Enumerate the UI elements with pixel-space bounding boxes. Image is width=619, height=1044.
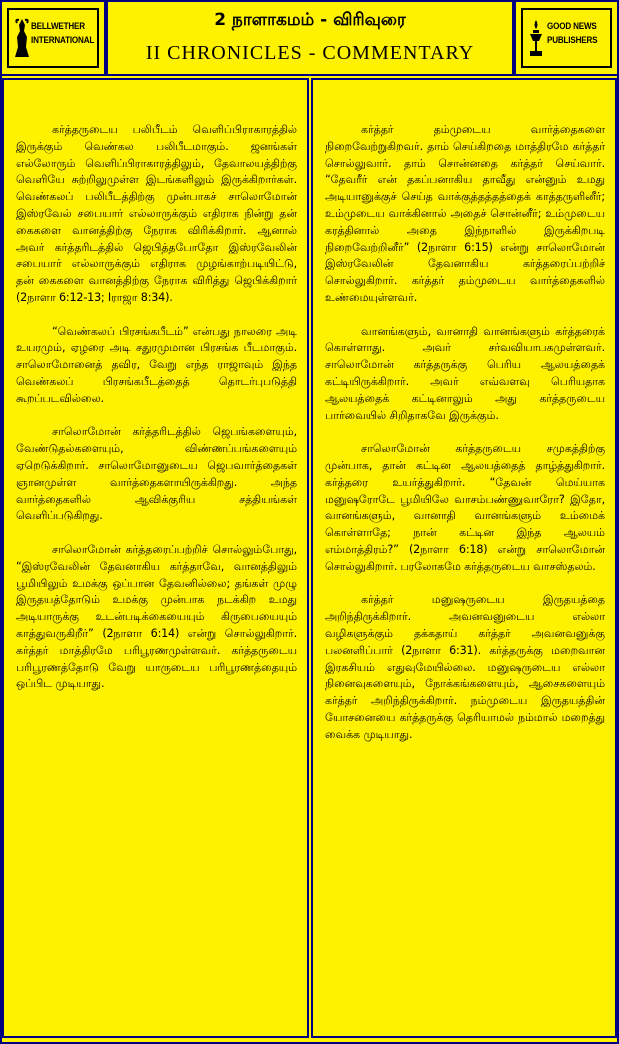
left-paragraph-2: “வெண்கலப் பிரசங்கபீடம்” என்பது நாலரை அடி உயரமும், ஏழரை அடி சதுரமுமான பிரசங்க பீடமாகும். சாலொமோனைத் தவிர, வேறு எந்த ராஜாவும் இந்த வெண்கலப் பிரசங்கபீடத்தைத் தொடர்புபடுத்தி கூறப்படவில்லை. [16,324,297,405]
right-column [311,78,617,1038]
page-title-english: II CHRONICLES - COMMENTARY [145,42,475,64]
bellwether-logo-line2: INTERNATIONAL [31,35,95,46]
right-paragraph-2: வானங்களும், வானாதி வானங்களும் கர்த்தரைக் கொள்ளாது. அவர் சர்வவியாபகமுள்ளவர். சாலொமோன் கர்த்தருக்கு பெரிய ஆலயத்தைக் கட்டியிருக்கிறார். அவர் எவ்வளவு பெரியதாக ஆலயத்தைக் கட்டினாலும் அது கர்த்தருடைய பார்வையில் சிறிதாகவே இருக்கும். [325,324,605,422]
page-title-tamil: 2 நாளாகமம் - விரிவுரை [214,10,406,30]
good-news-logo [514,0,619,76]
good-news-logo-line2: PUBLISHERS [547,35,598,46]
left-column [2,78,309,1038]
title-box [106,0,514,76]
right-paragraph-4: கர்த்தர் மனுஷருடைய இருதயத்தை அறிந்திருக்கிறார். அவனவனுடைய எல்லா வழிகளுக்கும் தக்கதாய் கர்த்தர் அவனவனுக்கு பலனளிப்பார் (2நாளா 6:31). கர்த்தருக்கு மறைவான இரகசியம் எதுவுமேயில்லை. மனுஷருடைய எல்லா நினைவுகளையும், நோக்கங்களையும், ஆசைகளையும் கர்த்தர் அறிந்திருக்கிறார். நம்முடைய இருதயத்தின் யோசனையை கர்த்தருக்கு தெரியாமல் நம்மால் மறைத்து வைக்க முடியாது. [325,593,605,741]
right-paragraph-3: சாலொமோன் கர்த்தருடைய சமுகத்திற்கு முன்பாக, தான் கட்டின ஆலயத்தைத் தாழ்த்துகிறார். கர்த்தரை உயர்த்துகிறார். “தேவன் மெய்யாக மனுஷரோடே பூமியிலே வாசம்பண்ணுவாரோ? இதோ, வானங்களும், வானாதி வானங்களும் உம்மைக் கொள்ளாதே; நான் கட்டின இந்த ஆலயம் எம்மாத்திரம்?” (2நாளா 6:18) என்று சாலொமோன் சொல்லுகிறார். பரலோகமே கர்த்தருடைய வாசஸ்தலம். [325,442,605,573]
good-news-logo-line1: GOOD NEWS [547,21,597,32]
left-paragraph-3: சாலொமோன் கர்த்தரிடத்தில் ஜெபங்களையும், வேண்டுதல்களையும், விண்ணப்பங்களையும் ஏறெடுக்கிறார். சாலொமோனுடைய ஜெபவார்த்தைகள் ஞானமுள்ள வார்த்தைகளாயிருக்கிறது. அந்த வார்த்தைகளில் ஆவிக்குரிய சத்தியங்கள் வெளிப்படுகிறது. [16,425,297,523]
ram-icon [13,17,31,59]
left-paragraph-1: கர்த்தருடைய பலிபீடம் வெளிப்பிராகாரத்தில் இருக்கும் வெண்கல பலிபீடமாகும். ஜனங்கள் எல்லோரும் வெளிப்பிராகாரத்திலும், தேவாலயத்திற்கு வெளியே சுற்றிலுமுள்ள இடங்களிலும் இருக்கிறார்கள். வெண்கலப் பலிபீடத்திற்கு முன்பாகச் சாலொமோன் இஸ்ரவேல் சபையார் எல்லாருக்கும் எதிராக நின்று தன் கைகளை வானத்திற்கு நேராக விரிக்கிறார். ஆனால் அவர் கர்த்தரிடத்தில் ஜெபித்தபோதோ இஸ்ரவேலின் சபையார் எல்லாருக்கும் எதிராக முழங்காற்படியிட்டு, தன் கைகளை வானத்திற்கு நேராக விரித்து ஜெபிக்கிறார் (2நாளா 6:12-13; Iராஜா 8:34). [16,123,297,304]
left-paragraph-4: சாலொமோன் கர்த்தரைப்பற்றிச் சொல்லும்போது, “இஸ்ரவேலின் தேவனாகிய கர்த்தாவே, வானத்திலும் பூமியிலும் உமக்கு ஒப்பான தேவனில்லை; தங்கள் முழு இருதயத்தோடும் உமக்கு முன்பாக நடக்கிற உமது அடியாருக்கு உடன்படிக்கையையும் கிருபையையும் காத்துவருகிறீர்” (2நாளா 6:14) என்று சொல்லுகிறார். கர்த்தர் மாத்திரமே பரிபூரணமுள்ளவர். கர்த்தருடைய பரிபூரணத்தோடு வேறு யாருடைய பரிபூரணத்தையும் ஒப்பிட முடியாது. [16,542,297,691]
lamp-icon [527,17,545,59]
page-header [0,0,619,76]
right-paragraph-1: கர்த்தர் தம்முடைய வார்த்தைகளை நிறைவேற்றுகிறவர். தாம் செய்கிறதை மாத்திரமே கர்த்தர் சொல்லுவார். தாம் சொன்னதை கர்த்தர் செய்வார். “தேவரீர் என் தகப்பனாகிய தாவீது என்னும் உமது அடியானுக்குச் செய்த வாக்குத்தத்தத்தைக் காத்தருளினீர்; உம்முடைய வாக்கினால் அதைச் சொன்னீர்; உம்முடைய கரத்தினால் அதை இந்நாளில் இருக்கிறபடி நிறைவேற்றினீர்” (2நாளா 6:15) என்று சாலொமோன் இஸ்ரவேலின் தேவனாகிய கர்த்தரைப்பற்றிச் சொல்லுகிறார். கர்த்தர் தம்முடைய வார்த்தைகளில் உண்மையுள்ளவர். [325,123,605,304]
bellwether-logo [0,0,106,76]
bellwether-logo-line1: BELLWETHER [31,21,85,32]
